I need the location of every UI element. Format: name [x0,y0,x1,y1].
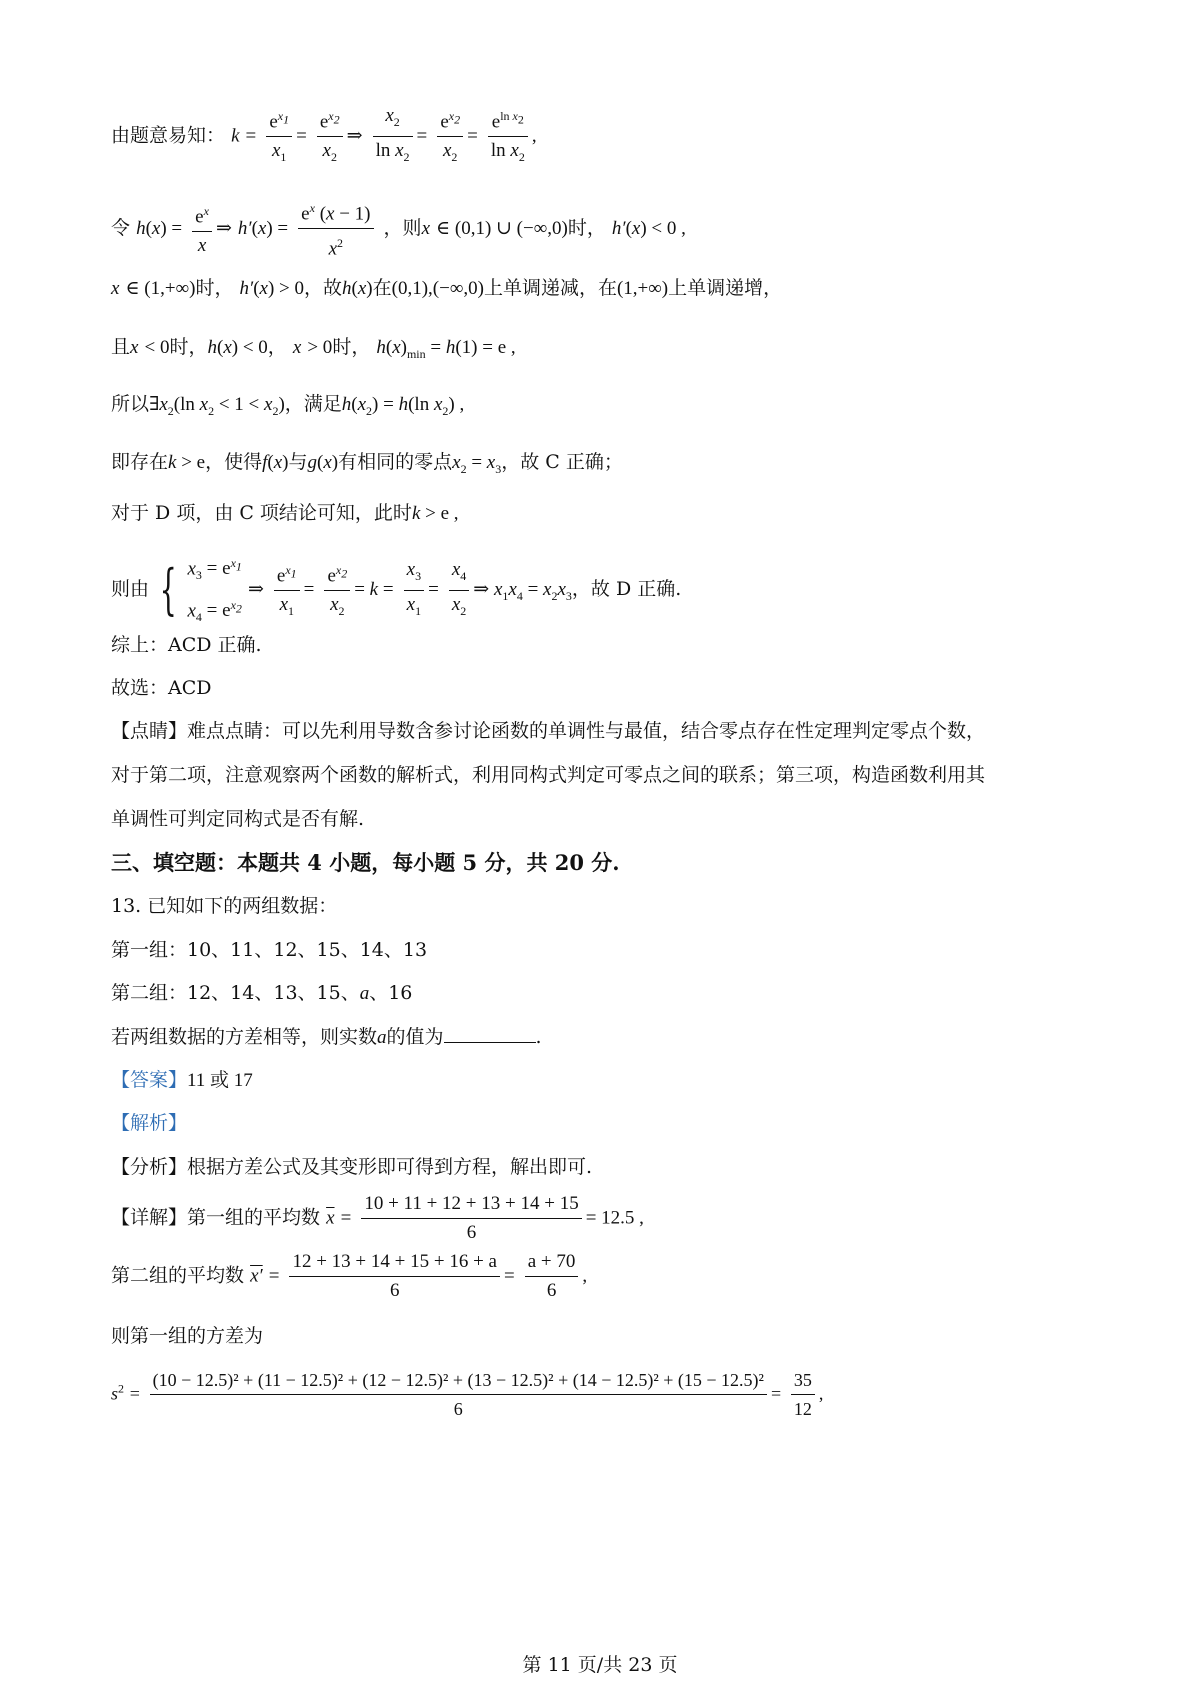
q13-ask: 若两组数据的方差相等，则实数a的值为 . [111,1026,542,1048]
derivation-line-1: 由题意易知： k = $\frac{e^{x_1}}{x_1}$ = $\frac{e^{x_2}}{x_2}$ ⇒ $\frac{x_2}{\ln x_2}$ = $\frac{e^{x_2}}{x_2}$ = $\frac{e^{ln x_2}}{\ln x_2}$ , [111,105,537,165]
q13-answer: 【答案】11 或 17 [111,1069,253,1091]
answer-tag: 【答案】 [111,1069,188,1091]
derivation-line-8: 则由 { $x_3 = e^{x_1}$ $x_4 = e^{x_2}$ ⇒ $\frac{e^{x_1}}{x_1}$ = $\frac{e^{x_2}}{x_2}$ = k = $\frac{x_3}{x_1}$ = $\frac{x_4}{x_2}$ ⇒ $x_1x_4 = x_2x_3$，故 D 正确. [111,556,682,625]
choice-line: 故选：ACD [111,677,212,699]
comment-line-1: 【点睛】难点点睛：可以先利用导数含参讨论函数的单调性与最值，结合零点存在性定理判定零点个数， [111,720,986,742]
comment-line-3: 单调性可判定同构式是否有解. [111,808,365,830]
answer-blank [444,1024,536,1043]
derivation-line-5: 所以$\exists x_2(\ln$ $x_2 < 1 < x_2$)，满足$h(x_2) = h(\ln$ $x_2$) , [111,393,465,418]
comment-line-2: 对于第二项，注意观察两个函数的解析式，利用同构式判定可零点之间的联系；第三项，构造函数利用其 [111,764,986,786]
q13-fenxi: 【分析】根据方差公式及其变形即可得到方程，解出即可. [111,1156,593,1178]
comment-tag: 【点睛】 [111,720,188,742]
analysis-tag: 【解析】 [111,1112,188,1134]
q13-detail-1: 【详解】第一组的平均数 $\overline{x}$ = $\frac{10 + 11 + 12 + 13 + 14 + 15}{6}$ = 12.5 , [111,1193,644,1243]
derivation-line-4: 且x < 0时，h(x) < 0， x > 0时， $h(x)_{min} = h(1) = e$ , [111,336,516,361]
summary-line: 综上：ACD 正确. [111,634,262,656]
derivation-line-6: 即存在k > e，使得f(x)与g(x)有相同的零点$x_2 = x_3$，故 C 正确； [111,451,623,476]
q13-stem: 13. 已知如下的两组数据： [111,895,338,917]
q13-detail-2: 第二组的平均数 x′ = $\frac{12 + 13 + 14 + 15 + 16 + a}{6}$ = $\frac{a + 70}{6}$ , [111,1251,588,1301]
derivation-line-7: 对于 D 项，由 C 项结论可知，此时k > e , [111,502,459,524]
line-1-prefix: 由题意易知： [111,124,226,147]
section-heading: 三、填空题：本题共 4 小题，每小题 5 分，共 20 分. [111,850,620,875]
q13-detail-3: 则第一组的方差为 [111,1325,264,1347]
page-footer: 第 11 页/共 23 页 [522,1654,678,1676]
derivation-line-3: x ∈ (1,+∞)时， h′(x) > 0，故h(x)在(0,1),(−∞,0)上单调递减，在(1,+∞)上单调递增， [111,277,783,299]
derivation-line-2: 令 h(x) = $\frac{e^x}{x}$ ⇒ h′(x) = $\frac{e^x (x - 1)}{x^2}$ ，则x ∈ (0,1) ∪ (−∞,0)时， h′(x) < 0 , [111,196,686,262]
q13-group2: 第二组：12、14、13、15、a、16 [111,982,413,1004]
variance-formula: $s^2$ = (10 − 12.5)² + (11 − 12.5)² + (12 − 12.5)² + (13 − 12.5)² + (14 − 12.5)² + (15 − 12.5)² 6 = $\frac{35}{12}$ , [111,1370,824,1419]
q13-group1: 第一组：10、11、12、15、14、13 [111,939,428,961]
